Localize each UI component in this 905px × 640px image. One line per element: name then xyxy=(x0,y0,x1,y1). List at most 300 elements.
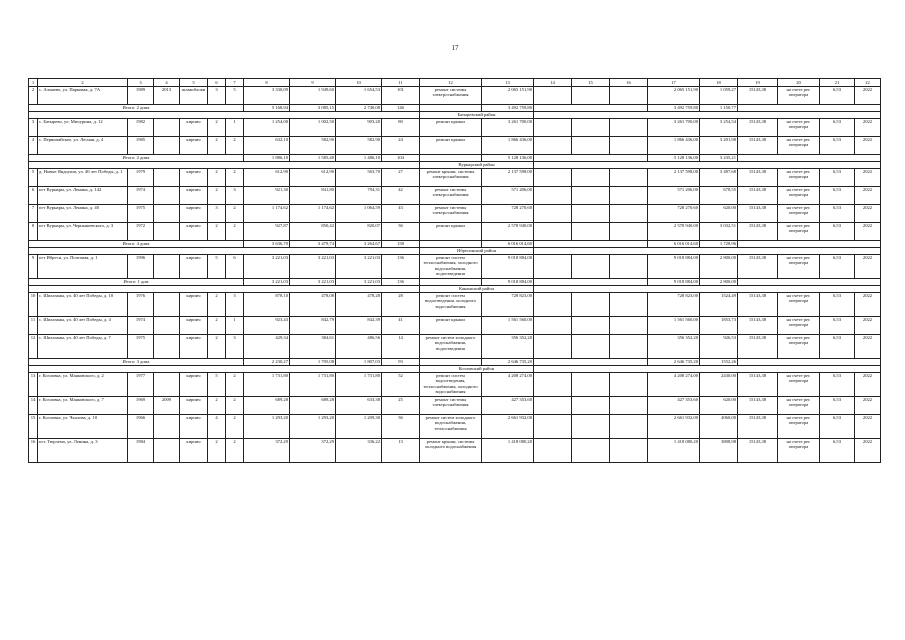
cell-c19: 15143,38 xyxy=(738,397,778,415)
district-spacer xyxy=(534,366,881,373)
cell-c22: 2022 xyxy=(855,293,881,317)
cell-c5: кирпич xyxy=(180,169,208,187)
total-c11: 136 xyxy=(382,279,420,286)
cell-c7: 2 xyxy=(226,169,244,187)
cell-c8: 878,10 xyxy=(244,293,290,317)
table-row xyxy=(29,119,881,137)
cell-c8: 1 174,62 xyxy=(244,205,290,223)
cell-c5: кирпич xyxy=(180,415,208,439)
cell-c18: 3 032,51 xyxy=(700,223,738,241)
district-spacer xyxy=(29,162,420,169)
cell-c3: 1996 xyxy=(128,255,154,279)
cell-c11: 42 xyxy=(382,187,420,205)
cell-c6: 4 xyxy=(208,415,226,439)
table-row xyxy=(29,415,881,439)
cell-c11: 43 xyxy=(382,205,420,223)
cell-c13: 2 661 932,00 xyxy=(482,415,534,439)
cell-c22: 2022 xyxy=(855,439,881,463)
district-row xyxy=(29,112,881,119)
district-name: Батыревский район xyxy=(420,112,534,119)
cell-c10: 633,38 xyxy=(336,397,382,415)
cell-c17: 728 270,60 xyxy=(648,205,700,223)
cell-c19: 15143,38 xyxy=(738,317,778,335)
total-c13: 2 646 735,20 xyxy=(482,359,534,366)
cell-c12: ремонт крыши xyxy=(420,137,482,155)
cell-c22: 2022 xyxy=(855,335,881,359)
column-number: 21 xyxy=(820,79,855,87)
cell-c9: 1 174,62 xyxy=(290,205,336,223)
cell-c13: 728 823,00 xyxy=(482,293,534,317)
cell-c12: ремонт крыши, системы холодного водоснабжения xyxy=(420,439,482,463)
cell-c10: 1 209,30 xyxy=(336,415,382,439)
cell-c21: 6,53 xyxy=(820,205,855,223)
table-row xyxy=(29,293,881,317)
cell-c16 xyxy=(610,293,648,317)
total-c10: 3 264,67 xyxy=(336,241,382,248)
cell-c21: 6,53 xyxy=(820,223,855,241)
cell-n: 5 xyxy=(29,169,38,187)
cell-c15 xyxy=(572,205,610,223)
total-c18: 3 235,21 xyxy=(700,155,738,162)
cell-c20: на счете рег. оператора xyxy=(778,137,820,155)
district-spacer xyxy=(29,112,420,119)
cell-c4 xyxy=(154,317,180,335)
cell-c5: кирпич xyxy=(180,317,208,335)
cell-c14 xyxy=(534,119,572,137)
cell-c11: 136 xyxy=(382,255,420,279)
cell-c21: 6,53 xyxy=(820,255,855,279)
page-number: 17 xyxy=(451,44,459,52)
cell-c15 xyxy=(572,255,610,279)
cell-c6: 5 xyxy=(208,255,226,279)
cell-c4 xyxy=(154,169,180,187)
cell-c7: 2 xyxy=(226,415,244,439)
cell-c3: 1969 xyxy=(128,397,154,415)
total-c18: 1 150,77 xyxy=(700,105,738,112)
cell-c9: 1 293,20 xyxy=(290,415,336,439)
column-number: 18 xyxy=(700,79,738,87)
cell-c13: 1 866 436,00 xyxy=(482,137,534,155)
total-c17: 5 128 136,00 xyxy=(648,155,700,162)
cell-c9: 1 731,80 xyxy=(290,373,336,397)
cell-c7: 1 xyxy=(226,119,244,137)
cell-c16 xyxy=(610,255,648,279)
cell-c15 xyxy=(572,415,610,439)
cell-c5: кирпич xyxy=(180,119,208,137)
cell-c4 xyxy=(154,293,180,317)
total-label: Итого: 2 дома xyxy=(29,155,244,162)
cell-n: 10 xyxy=(29,293,38,317)
cell-c11: 13 xyxy=(382,439,420,463)
cell-c19: 15143,38 xyxy=(738,223,778,241)
table-row xyxy=(29,397,881,415)
column-number: 7 xyxy=(226,79,244,87)
cell-c6: 2 xyxy=(208,223,226,241)
cell-c6: 5 xyxy=(208,373,226,397)
total-c11: 104 xyxy=(382,155,420,162)
cell-c8: 689,28 xyxy=(244,397,290,415)
cell-n: 13 xyxy=(29,373,38,397)
cell-c20: на счете рег. оператора xyxy=(778,439,820,463)
cell-c19: 15143,38 xyxy=(738,169,778,187)
total-label: Итого: 2 дома xyxy=(29,105,244,112)
cell-c6: 2 xyxy=(208,169,226,187)
cell-c7: 2 xyxy=(226,223,244,241)
cell-c4 xyxy=(154,255,180,279)
cell-c13: 2 065 151,90 xyxy=(482,87,534,105)
cell-c21: 6,53 xyxy=(820,397,855,415)
total-empty xyxy=(738,279,881,286)
total-empty xyxy=(420,359,482,366)
cell-c8: 372,29 xyxy=(244,439,290,463)
table-row xyxy=(29,335,881,359)
cell-c13: 1 418 080,20 xyxy=(482,439,534,463)
cell-c6: 2 xyxy=(208,293,226,317)
cell-c7: 3 xyxy=(226,293,244,317)
cell-c13: 427 353,60 xyxy=(482,397,534,415)
cell-c5: кирпич xyxy=(180,335,208,359)
cell-c19: 15143,38 xyxy=(738,119,778,137)
cell-address: г. Козловка, ул. Чкалова, д. 10 xyxy=(38,415,128,439)
cell-c10: 336,22 xyxy=(336,439,382,463)
cell-n: 3 xyxy=(29,119,38,137)
cell-c7: 2 xyxy=(226,137,244,155)
cell-address: пгт Ибреси, ул. Почтовая, д. 1 xyxy=(38,255,128,279)
district-name: Канашский район xyxy=(420,286,534,293)
cell-c7: 3 xyxy=(226,187,244,205)
total-empty xyxy=(738,241,881,248)
column-number: 14 xyxy=(534,79,572,87)
cell-n: 9 xyxy=(29,255,38,279)
cell-c6: 2 xyxy=(208,335,226,359)
cell-c21: 6,53 xyxy=(820,439,855,463)
cell-address: с. Алмаево, ул. Парковая, д. 7А xyxy=(38,87,128,105)
cell-c20: на счете рег. оператора xyxy=(778,317,820,335)
cell-c8: 612,90 xyxy=(244,169,290,187)
cell-c4: 2013 xyxy=(154,87,180,105)
cell-c12: ремонт крыши xyxy=(420,223,482,241)
cell-c20: на счете рег. оператора xyxy=(778,223,820,241)
cell-c11: 36 xyxy=(382,415,420,439)
column-number: 3 xyxy=(128,79,154,87)
cell-c16 xyxy=(610,223,648,241)
cell-c11: 14 xyxy=(382,335,420,359)
district-spacer xyxy=(29,366,420,373)
cell-c22: 2022 xyxy=(855,205,881,223)
cell-c17: 2 065 151,90 xyxy=(648,87,700,105)
cell-c6: 3 xyxy=(208,205,226,223)
cell-c14 xyxy=(534,335,572,359)
cell-c18: 1 059,27 xyxy=(700,87,738,105)
cell-c18: 2 800,00 xyxy=(700,255,738,279)
cell-c4 xyxy=(154,119,180,137)
cell-address: д. Новые Яндоуши, ул. 40 лет Победы, д. 1 xyxy=(38,169,128,187)
cell-c20: на счете рег. оператора xyxy=(778,87,820,105)
cell-c16 xyxy=(610,373,648,397)
cell-c16 xyxy=(610,87,648,105)
cell-c14 xyxy=(534,415,572,439)
cell-c11: 28 xyxy=(382,293,420,317)
cell-n: 7 xyxy=(29,205,38,223)
column-number: 4 xyxy=(154,79,180,87)
cell-c19: 15143,38 xyxy=(738,255,778,279)
cell-c6: 2 xyxy=(208,187,226,205)
total-c8: 5 168,94 xyxy=(244,105,290,112)
total-c17: 6 016 014,60 xyxy=(648,241,700,248)
cell-c21: 6,53 xyxy=(820,335,855,359)
column-number: 2 xyxy=(38,79,128,87)
total-c9: 1 705,08 xyxy=(290,359,336,366)
column-number: 15 xyxy=(572,79,610,87)
total-c18: 2 800,00 xyxy=(700,279,738,286)
cell-c19: 15143,38 xyxy=(738,205,778,223)
cell-c8: 3 330,09 xyxy=(244,87,290,105)
district-row xyxy=(29,286,881,293)
cell-c22: 2022 xyxy=(855,415,881,439)
cell-c7: 5 xyxy=(226,87,244,105)
cell-address: пгт Вурнары, ул. Чернышевского, д. 3 xyxy=(38,223,128,241)
cell-c3: 1989 xyxy=(128,87,154,105)
total-c13: 6 016 014,60 xyxy=(482,241,534,248)
cell-c8: 927,87 xyxy=(244,223,290,241)
cell-c5: кирпич xyxy=(180,223,208,241)
cell-c19: 15143,38 xyxy=(738,137,778,155)
cell-c19: 15143,38 xyxy=(738,373,778,397)
cell-c11: 52 xyxy=(382,373,420,397)
total-row xyxy=(29,105,881,112)
total-c10: 1 807,03 xyxy=(336,359,382,366)
cell-c14 xyxy=(534,205,572,223)
cell-c9: 582,90 xyxy=(290,137,336,155)
cell-c7: 2 xyxy=(226,397,244,415)
table-row xyxy=(29,255,881,279)
total-c11: 146 xyxy=(382,105,420,112)
cell-c18: 2060,00 xyxy=(700,415,738,439)
cell-c20: на счете рег. оператора xyxy=(778,119,820,137)
cell-c18: 620,00 xyxy=(700,397,738,415)
cell-c13: 356 352,20 xyxy=(482,335,534,359)
cell-c5: кирпич xyxy=(180,205,208,223)
cell-address: пгт. Тюрлема, ул. Ленина, д. 3 xyxy=(38,439,128,463)
column-number: 12 xyxy=(420,79,482,87)
cell-address: с. Батырево, ул. Мичурина, д. 12 xyxy=(38,119,128,137)
column-number: 5 xyxy=(180,79,208,87)
cell-c4 xyxy=(154,335,180,359)
cell-c22: 2022 xyxy=(855,223,881,241)
cell-c17: 3 261 700,00 xyxy=(648,119,700,137)
district-spacer xyxy=(534,286,881,293)
total-label: Итого: 3 дома xyxy=(29,359,244,366)
total-c11: 158 xyxy=(382,241,420,248)
cell-c21: 6,53 xyxy=(820,293,855,317)
cell-c6: 2 xyxy=(208,317,226,335)
column-number: 13 xyxy=(482,79,534,87)
column-number: 11 xyxy=(382,79,420,87)
cell-c22: 2022 xyxy=(855,169,881,187)
cell-c10: 1 731,80 xyxy=(336,373,382,397)
column-number: 8 xyxy=(244,79,290,87)
cell-c17: 728 823,00 xyxy=(648,293,700,317)
cell-c15 xyxy=(572,87,610,105)
cell-c11: 27 xyxy=(382,169,420,187)
cell-address: пгт Вурнары, ул. Ленина, д. 40 xyxy=(38,205,128,223)
total-empty xyxy=(420,241,482,248)
cell-c6: 2 xyxy=(208,397,226,415)
cell-c14 xyxy=(534,187,572,205)
cell-c3: 1975 xyxy=(128,205,154,223)
total-c17: 3 492 759,80 xyxy=(648,105,700,112)
cell-c10: 794,31 xyxy=(336,187,382,205)
cell-c14 xyxy=(534,223,572,241)
cell-c6: 2 xyxy=(208,439,226,463)
total-c18: 1 728,96 xyxy=(700,241,738,248)
cell-n: 16 xyxy=(29,439,38,463)
district-row xyxy=(29,162,881,169)
cell-c7: 6 xyxy=(226,255,244,279)
cell-c15 xyxy=(572,119,610,137)
cell-n: 12 xyxy=(29,335,38,359)
cell-c10: 903,20 xyxy=(336,119,382,137)
district-spacer xyxy=(29,286,420,293)
district-row xyxy=(29,248,881,255)
cell-c8: 3 221,03 xyxy=(244,255,290,279)
cell-c22: 2022 xyxy=(855,87,881,105)
cell-c22: 2022 xyxy=(855,137,881,155)
total-c13: 3 492 759,80 xyxy=(482,105,534,112)
cell-c15 xyxy=(572,397,610,415)
cell-c5: кирпич xyxy=(180,293,208,317)
total-empty xyxy=(534,279,648,286)
cell-c3: 1982 xyxy=(128,119,154,137)
cell-c12: ремонт системы электроснабжения xyxy=(420,187,482,205)
cell-c3: 1975 xyxy=(128,335,154,359)
cell-c18: 3 254,54 xyxy=(700,119,738,137)
cell-n: 14 xyxy=(29,397,38,415)
cell-c5: кирпич xyxy=(180,187,208,205)
cell-c20: на счете рег. оператора xyxy=(778,373,820,397)
cell-c12: ремонт системы электроснабжения xyxy=(420,87,482,105)
total-c17: 9 018 884,00 xyxy=(648,279,700,286)
cell-c10: 582,90 xyxy=(336,137,382,155)
district-spacer xyxy=(534,112,881,119)
cell-c19: 15143,38 xyxy=(738,293,778,317)
cell-c17: 427 353,60 xyxy=(648,397,700,415)
cell-c18: 2430,00 xyxy=(700,373,738,397)
total-row xyxy=(29,155,881,162)
total-c8: 3 221,03 xyxy=(244,279,290,286)
cell-c19: 15143,38 xyxy=(738,415,778,439)
cell-c12: ремонт крыши xyxy=(420,119,482,137)
cell-c3: 1966 xyxy=(128,415,154,439)
column-number: 9 xyxy=(290,79,336,87)
cell-c22: 2022 xyxy=(855,397,881,415)
cell-c16 xyxy=(610,187,648,205)
total-c9: 3 221,03 xyxy=(290,279,336,286)
cell-c15 xyxy=(572,335,610,359)
district-row xyxy=(29,366,881,373)
cell-c7: 1 xyxy=(226,317,244,335)
cell-c18: 926,53 xyxy=(700,335,738,359)
cell-c13: 2 137 598,00 xyxy=(482,169,534,187)
cell-c17: 2 661 932,00 xyxy=(648,415,700,439)
cell-n: 4 xyxy=(29,137,38,155)
cell-c21: 6,53 xyxy=(820,187,855,205)
cell-c18: 678,55 xyxy=(700,187,738,205)
cell-c5: кирпич xyxy=(180,137,208,155)
cell-c16 xyxy=(610,439,648,463)
cell-c12: ремонт систем холодного водоснабжения, водоотведения xyxy=(420,335,482,359)
cell-c21: 6,53 xyxy=(820,137,855,155)
cell-c17: 2 137 598,00 xyxy=(648,169,700,187)
total-row xyxy=(29,279,881,286)
total-c10: 2 740,08 xyxy=(336,105,382,112)
cell-c20: на счете рег. оператора xyxy=(778,187,820,205)
cell-c12: ремонт системы электроснабжения xyxy=(420,205,482,223)
cell-c15 xyxy=(572,223,610,241)
cell-c3: 1974 xyxy=(128,187,154,205)
cell-c5: шлакоблоки xyxy=(180,87,208,105)
cell-c14 xyxy=(534,373,572,397)
column-number: 17 xyxy=(648,79,700,87)
cell-c21: 6,53 xyxy=(820,87,855,105)
cell-c12: ремонт систем водоотведения, теплоснабжения, холодного водоснабжения xyxy=(420,373,482,397)
cell-c10: 820,07 xyxy=(336,223,382,241)
cell-c11: 80 xyxy=(382,119,420,137)
cell-c12: ремонт крыши xyxy=(420,317,482,335)
cell-c10: 1 654,53 xyxy=(336,87,382,105)
district-spacer xyxy=(29,248,420,255)
total-label: Итого: 4 дома xyxy=(29,241,244,248)
cell-c11: 41 xyxy=(382,317,420,335)
cell-c15 xyxy=(572,137,610,155)
cell-c18: 620,00 xyxy=(700,205,738,223)
cell-c9: 3 221,03 xyxy=(290,255,336,279)
cell-c14 xyxy=(534,317,572,335)
cell-c6: 3 xyxy=(208,87,226,105)
cell-c20: на счете рег. оператора xyxy=(778,335,820,359)
column-number: 16 xyxy=(610,79,648,87)
cell-c4: 2009 xyxy=(154,397,180,415)
column-number-row xyxy=(29,79,881,87)
cell-c6: 2 xyxy=(208,137,226,155)
total-row xyxy=(29,241,881,248)
total-c9: 3 479,74 xyxy=(290,241,336,248)
cell-c14 xyxy=(534,439,572,463)
table-row xyxy=(29,87,881,105)
cell-c22: 2022 xyxy=(855,255,881,279)
cell-c15 xyxy=(572,373,610,397)
total-empty xyxy=(738,155,881,162)
cell-c3: 1979 xyxy=(128,169,154,187)
cell-c22: 2022 xyxy=(855,373,881,397)
cell-c4 xyxy=(154,373,180,397)
total-c13: 9 018 884,00 xyxy=(482,279,534,286)
cell-c19: 15143,38 xyxy=(738,335,778,359)
total-empty xyxy=(738,105,881,112)
cell-address: г. Козловка, ул. Маяковского, д. 2 xyxy=(38,373,128,397)
cell-c3: 1984 xyxy=(128,439,154,463)
cell-c10: 478,28 xyxy=(336,293,382,317)
cell-c17: 2 578 940,00 xyxy=(648,223,700,241)
table-row xyxy=(29,223,881,241)
cell-c14 xyxy=(534,87,572,105)
cell-c4 xyxy=(154,187,180,205)
total-c8: 1 886,10 xyxy=(244,155,290,162)
capital-repair-table xyxy=(28,78,881,463)
cell-c12: ремонт систем холодного водоснабжения, теплоснабжения xyxy=(420,415,482,439)
total-c10: 3 221,03 xyxy=(336,279,382,286)
total-c9: 1 585,40 xyxy=(290,155,336,162)
